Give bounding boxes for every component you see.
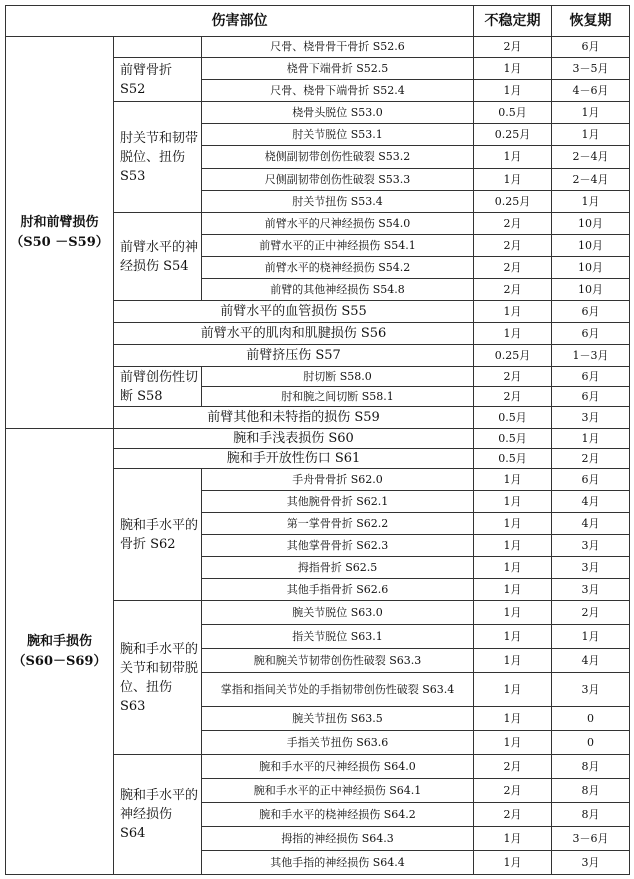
- row-recovery: 10月: [552, 279, 630, 301]
- header-part: 伤害部位: [6, 6, 474, 37]
- row-name: 其他手指骨折 S62.6: [202, 579, 474, 601]
- row-recovery: 3月: [552, 673, 630, 707]
- row-unstable: 1月: [474, 673, 552, 707]
- row-recovery: 3月: [552, 579, 630, 601]
- row-name: 腕和腕关节韧带创伤性破裂 S63.3: [202, 649, 474, 673]
- row-recovery: 4月: [552, 649, 630, 673]
- row-unstable: 0.25月: [474, 124, 552, 146]
- row-name: 尺侧副韧带创伤性破裂 S53.3: [202, 169, 474, 191]
- header-unstable: 不稳定期: [474, 6, 552, 37]
- row-recovery: 4月: [552, 513, 630, 535]
- injury-period-table: [5, 5, 630, 875]
- subgroup-s63: 腕和手水平的关节和韧带脱位、扭伤 S63: [114, 601, 202, 755]
- subgroup-empty: [114, 37, 202, 58]
- row-unstable: 1月: [474, 625, 552, 649]
- row-recovery: 8月: [552, 803, 630, 827]
- row-name: 桡骨头脱位 S53.0: [202, 102, 474, 124]
- row-name: 腕和手开放性伤口 S61: [114, 449, 474, 469]
- row-name: 指关节脱位 S63.1: [202, 625, 474, 649]
- row-name: 前臂水平的血管损伤 S55: [114, 301, 474, 323]
- row-recovery: 10月: [552, 257, 630, 279]
- row-name: 尺骨、桡骨骨干骨折 S52.6: [202, 37, 474, 58]
- row-recovery: 10月: [552, 213, 630, 235]
- row-unstable: 1月: [474, 851, 552, 875]
- row-unstable: 1月: [474, 707, 552, 731]
- row-recovery: 6月: [552, 37, 630, 58]
- subgroup-s62: 腕和手水平的骨折 S62: [114, 469, 202, 601]
- row-recovery: 3月: [552, 557, 630, 579]
- row-recovery: 6月: [552, 367, 630, 387]
- row-unstable: 2月: [474, 367, 552, 387]
- row-recovery: 1月: [552, 429, 630, 449]
- row-name: 拇指的神经损伤 S64.3: [202, 827, 474, 851]
- row-unstable: 2月: [474, 235, 552, 257]
- row-name: 腕和手水平的桡神经损伤 S64.2: [202, 803, 474, 827]
- row-unstable: 0.5月: [474, 407, 552, 429]
- row-unstable: 1月: [474, 58, 552, 80]
- row-unstable: 2月: [474, 37, 552, 58]
- row-name: 拇指骨折 S62.5: [202, 557, 474, 579]
- header-row: [6, 6, 630, 37]
- row-name: 腕和手浅表损伤 S60: [114, 429, 474, 449]
- row-name: 前臂水平的肌肉和肌腱损伤 S56: [114, 323, 474, 345]
- row-recovery: 3月: [552, 851, 630, 875]
- row-unstable: 1月: [474, 491, 552, 513]
- row-name: 其他手指的神经损伤 S64.4: [202, 851, 474, 875]
- group-elbow-forearm: 肘和前臂损伤（S50 －S59）: [6, 37, 114, 429]
- row-name: 桡骨下端骨折 S52.5: [202, 58, 474, 80]
- row-name: 尺骨、桡骨下端骨折 S52.4: [202, 80, 474, 102]
- row-unstable: 1月: [474, 649, 552, 673]
- row-unstable: 0.5月: [474, 449, 552, 469]
- row-recovery: 8月: [552, 779, 630, 803]
- row-unstable: 0.5月: [474, 429, 552, 449]
- row-name: 前臂的其他神经损伤 S54.8: [202, 279, 474, 301]
- row-name: 前臂水平的正中神经损伤 S54.1: [202, 235, 474, 257]
- row-name: 其他腕骨骨折 S62.1: [202, 491, 474, 513]
- row-name: 肘关节脱位 S53.1: [202, 124, 474, 146]
- row-name: 腕关节脱位 S63.0: [202, 601, 474, 625]
- row-name: 第一掌骨骨折 S62.2: [202, 513, 474, 535]
- row-recovery: 1月: [552, 124, 630, 146]
- row-unstable: 2月: [474, 755, 552, 779]
- row-unstable: 2月: [474, 279, 552, 301]
- row-recovery: 1－3月: [552, 345, 630, 367]
- row-recovery: 6月: [552, 469, 630, 491]
- row-name: 掌指和指间关节处的手指韧带创伤性破裂 S63.4: [202, 673, 474, 707]
- row-name: 手指关节扭伤 S63.6: [202, 731, 474, 755]
- row-recovery: 2月: [552, 449, 630, 469]
- row-recovery: 4月: [552, 491, 630, 513]
- subgroup-s52: 前臂骨折 S52: [114, 58, 202, 102]
- row-unstable: 0.25月: [474, 345, 552, 367]
- row-unstable: 2月: [474, 803, 552, 827]
- row-recovery: 2－4月: [552, 146, 630, 169]
- subgroup-s58: 前臂创伤性切断 S58: [114, 367, 202, 407]
- row-recovery: 0: [552, 731, 630, 755]
- row-recovery: 0: [552, 707, 630, 731]
- row-recovery: 6月: [552, 387, 630, 407]
- row-name: 腕和手水平的正中神经损伤 S64.1: [202, 779, 474, 803]
- row-unstable: 1月: [474, 323, 552, 345]
- row-unstable: 1月: [474, 557, 552, 579]
- row-name: 前臂水平的桡神经损伤 S54.2: [202, 257, 474, 279]
- row-recovery: 6月: [552, 323, 630, 345]
- row-unstable: 1月: [474, 301, 552, 323]
- row-recovery: 1月: [552, 102, 630, 124]
- row-recovery: 4－6月: [552, 80, 630, 102]
- row-unstable: 1月: [474, 601, 552, 625]
- table-row: [6, 37, 630, 58]
- row-unstable: 1月: [474, 169, 552, 191]
- row-name: 其他掌骨骨折 S62.3: [202, 535, 474, 557]
- row-unstable: 1月: [474, 469, 552, 491]
- row-recovery: 3月: [552, 535, 630, 557]
- row-recovery: 3月: [552, 407, 630, 429]
- row-name: 手舟骨骨折 S62.0: [202, 469, 474, 491]
- row-recovery: 3－5月: [552, 58, 630, 80]
- subgroup-s53: 肘关节和韧带脱位、扭伤 S53: [114, 102, 202, 213]
- row-unstable: 1月: [474, 146, 552, 169]
- row-unstable: 1月: [474, 827, 552, 851]
- row-unstable: 1月: [474, 579, 552, 601]
- row-unstable: 2月: [474, 257, 552, 279]
- row-name: 肘关节扭伤 S53.4: [202, 191, 474, 213]
- row-recovery: 3－6月: [552, 827, 630, 851]
- table-row: [6, 429, 630, 449]
- row-recovery: 1月: [552, 191, 630, 213]
- row-name: 腕和手水平的尺神经损伤 S64.0: [202, 755, 474, 779]
- row-name: 前臂其他和未特指的损伤 S59: [114, 407, 474, 429]
- row-recovery: 2月: [552, 601, 630, 625]
- row-unstable: 1月: [474, 731, 552, 755]
- row-unstable: 2月: [474, 213, 552, 235]
- row-unstable: 1月: [474, 535, 552, 557]
- row-name: 桡侧副韧带创伤性破裂 S53.2: [202, 146, 474, 169]
- row-name: 前臂水平的尺神经损伤 S54.0: [202, 213, 474, 235]
- row-recovery: 8月: [552, 755, 630, 779]
- row-recovery: 2－4月: [552, 169, 630, 191]
- row-unstable: 0.25月: [474, 191, 552, 213]
- row-unstable: 0.5月: [474, 102, 552, 124]
- header-recovery: 恢复期: [552, 6, 630, 37]
- row-recovery: 1月: [552, 625, 630, 649]
- row-unstable: 1月: [474, 80, 552, 102]
- subgroup-s64: 腕和手水平的神经损伤 S64: [114, 755, 202, 875]
- row-unstable: 2月: [474, 779, 552, 803]
- subgroup-s54: 前臂水平的神经损伤 S54: [114, 213, 202, 301]
- row-name: 前臂挤压伤 S57: [114, 345, 474, 367]
- row-unstable: 1月: [474, 513, 552, 535]
- row-recovery: 6月: [552, 301, 630, 323]
- row-name: 肘切断 S58.0: [202, 367, 474, 387]
- row-unstable: 2月: [474, 387, 552, 407]
- row-name: 肘和腕之间切断 S58.1: [202, 387, 474, 407]
- row-recovery: 10月: [552, 235, 630, 257]
- group-wrist-hand: 腕和手损伤（S60－S69）: [6, 429, 114, 875]
- row-name: 腕关节扭伤 S63.5: [202, 707, 474, 731]
